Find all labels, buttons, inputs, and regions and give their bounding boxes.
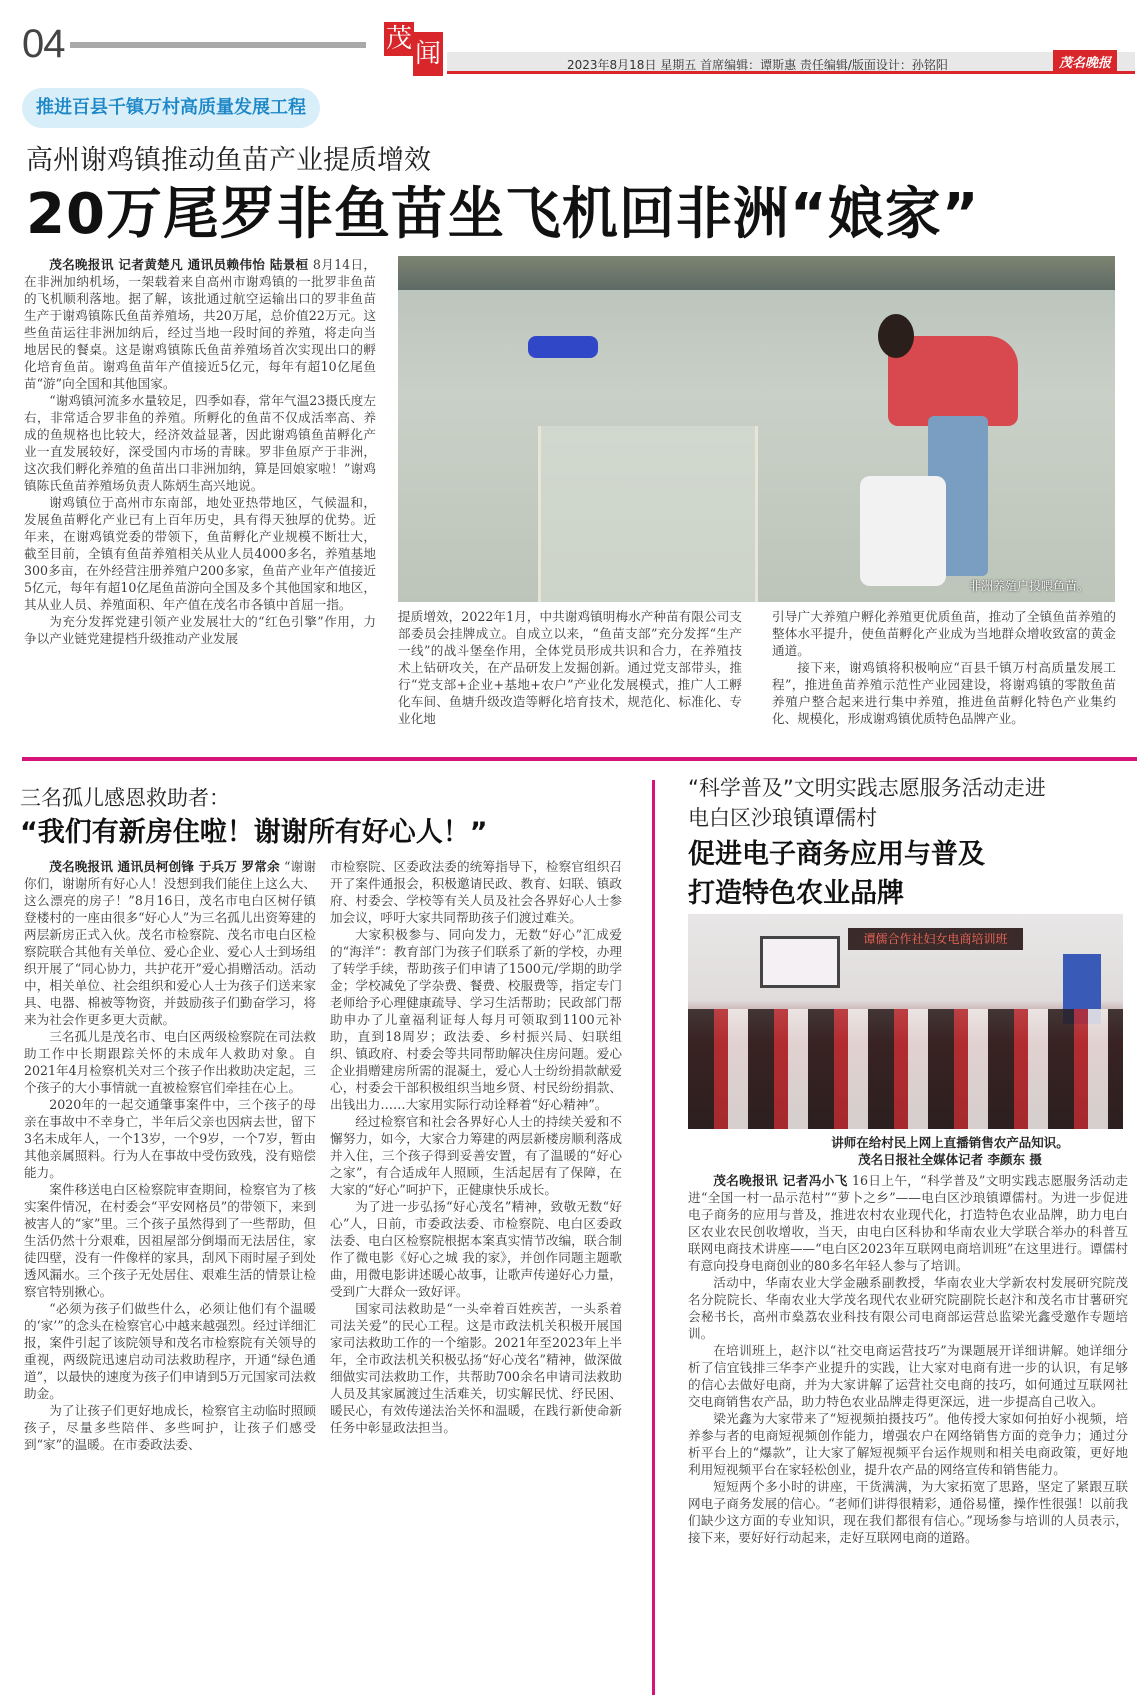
story2-col1 [24, 858, 316, 1453]
farmer-head [878, 314, 914, 358]
story3-header [688, 772, 1128, 910]
net-enclosure [538, 426, 758, 602]
page-number-rule [70, 42, 366, 48]
paragraph: 为充分发挥党建引领产业发展壮大的“红色引擎”作用，力争以产业链党建提档升级推动产业发展 [24, 614, 376, 646]
top-story-col-right [772, 608, 1116, 727]
top-story-byline: 茂名晚报讯 记者黄楚凡 通讯员赖伟怡 陆景桓 [49, 257, 309, 272]
paragraph: “谢鸡镇河流多水量较足，四季如春，常年气温23摄氏度左右，非常适合罗非鱼的养殖。所孵化的鱼苗不仅成活率高、养成的鱼规格也比较大，经济效益显著，因此谢鸡镇鱼苗孵化产业一直发展较好，深受国内市场的青睐。罗非鱼原产于非洲，这次我们孵化养殖的鱼苗出口非洲加纳，算是回娘家啦！”谢鸡镇陈氏鱼苗养殖场负责人陈炳生高兴地说。 [24, 393, 376, 493]
paragraph: 国家司法救助是“一头牵着百姓疾苦，一头系着司法关爱”的民心工程。这是市政法机关积极开展国家司法救助工作的一个缩影。2021年至2023年上半年，全市政法机关积极弘扬“好心茂名”精神，做深做细做实司法救助工作，共帮助700余名申请司法救助人员及其家属渡过生活难关，切实解民忧、纾民困、暖民心，有效传递法治关怀和温暖，在践行新使命新任务中彰显政法担当。 [330, 1301, 622, 1435]
paragraph: 市检察院、区委政法委的统筹指导下，检察官组织召开了案件通报会，积极邀请民政、教育、妇联、镇政府、村委会、学校等有关人员及社会各界好心人士参加会议，呼吁大家共同帮助孩子们渡过难关。 [330, 859, 622, 925]
pond-bank [398, 256, 1115, 290]
section-mark-1: 茂 [385, 24, 412, 54]
dateline-bar [447, 52, 1135, 74]
aerator [528, 336, 598, 358]
paragraph: 活动中，华南农业大学金融系副教授，华南农业大学新农村发展研究院茂名分院院长、华南农业大学茂名现代农业研究院副院长赵汴和茂名市甘薯研究会秘书长，高州市燊荔农业科技有限公司电商部运营总监梁光鑫受邀作专题培训。 [688, 1275, 1128, 1341]
paragraph: 梁光鑫为大家带来了“短视频拍摄技巧”。他传授大家如何拍好小视频，培养参与者的电商短视频创作能力，增强农户在网络销售方面的竞争力；通过分析平台上的“爆款”，让大家了解短视频平台运作规则和相关电商政策，更好地利用短视频平台在家轻松创业，提升农产品的网络宣传和销售能力。 [688, 1411, 1128, 1477]
paper-logo: 茂名晚报 [1053, 50, 1117, 73]
story3-caption [760, 1134, 1140, 1168]
story3-kicker-1: “科学普及”文明实践志愿服务活动走进 [688, 776, 1046, 800]
section-mark-2: 闻 [413, 32, 443, 76]
paragraph: 三名孤儿是茂名市、电白区两级检察院在司法救助工作中长期跟踪关怀的未成年人救助对象。自2021年4月检察机关对三个孩子作出救助决定起，三个孩子的大小事情就一直被检察官们牵挂在心上。 [24, 1029, 316, 1095]
paragraph: 经过检察官和社会各界好心人士的持续关爱和不懈努力，如今，大家合力筹建的两层新楼房顺利落成并入住，三个孩子得到妥善安置，有了温暖的“好心之家”，有合适成年人照顾，生活起居有了保障，在大家的“好心”呵护下，正健康快乐成长。 [330, 1114, 622, 1197]
story3-kicker-2: 电白区沙琅镇谭儒村 [688, 806, 877, 830]
photo-caption: 非洲养殖户投喂鱼苗。 [968, 579, 1089, 593]
page-number: 04 [22, 22, 65, 66]
paragraph: 为了让孩子们更好地成长，检察官主动临时照顾孩子，尽量多些陪伴、多些呵护，让孩子们感受到“家”的温暖。在市委政法委、 [24, 1403, 316, 1452]
paragraph: 在培训班上，赵汴以“社交电商运营技巧”为课题展开详细讲解。她详细分析了信宜钱排三华李产业提升的实践，让大家对电商有进一步的认识，有足够的信心去做好电商，并为大家讲解了运营社交电商的技巧，如何通过互联网社交电商销售农产品，助力特色农业品牌走得更深远，进一步提高自己收入。 [688, 1343, 1128, 1409]
paragraph: 提质增效，2022年1月，中共谢鸡镇明梅水产种苗有限公司支部委员会挂牌成立。自成立以来，“鱼苗支部”充分发挥“生产一线”的战斗堡垒作用，全体党员形成共识和合力，在养殖技术上钻研攻关，在产品研发上发掘创新。通过党支部带头，推行“党支部+企业+基地+农户”产业化发展模式，推广人工孵化车间、鱼塘升级改造等孵化培育技术，规范化、标准化、专业化地 [398, 609, 742, 726]
story2-kicker: 三名孤儿感恩救助者： [20, 786, 230, 810]
projector-screen [760, 936, 840, 988]
paragraph: 为了进一步弘扬“好心茂名”精神，致敬无数“好心”人，日前，市委政法委、市检察院、电白区委政法委、电白区检察院根据本案真实情节改编，联合制作了微电影《好心之城 我的家》，并创作同题主题歌曲，用微电影讲述暖心故事，让歌声传递好心力量，受到广大群众一致好评。 [330, 1199, 622, 1299]
photo-banner: 谭儒合作社妇女电商培训班 [848, 928, 1023, 950]
paragraph: 2020年的一起交通肇事案件中，三个孩子的母亲在事故中不幸身亡，半年后父亲也因病去世，留下3名未成年人，一个13岁，一个9岁，一个7岁，暂由其他亲属照料。行为人在事故中受伤致残，没有赔偿能力。 [24, 1097, 316, 1180]
top-story-col-left [24, 256, 376, 647]
story2-byline: 茂名晚报讯 通讯员柯创锋 于兵万 罗常余 [49, 859, 280, 874]
paragraph: 接下来，谢鸡镇将积极响应“百县千镇万村高质量发展工程”，推进鱼苗养殖示范性产业园建设，将谢鸡镇的零散鱼苗养殖户整合起来进行集中养殖，推进鱼苗孵化特色产业集约化、规模化，形成谢鸡镇优质特色品牌产业。 [772, 660, 1116, 726]
paragraph: 16日上午，“科学普及”文明实践志愿服务活动走进“全国一村一品示范村”“萝卜之乡”——电白区沙琅镇谭儒村。为进一步促进电子商务的应用与普及，推进农村农业现代化，打造特色农业品牌，助力电白区农业农民创收增收，当天，由电白区科协和华南农业大学联合举办的科普互联网电商技术讲座——“电白区2023年互联网电商培训班”在这里进行。谭儒村有意向投身电商创业的80多名年轻人参与了培训。 [688, 1173, 1128, 1273]
paragraph: “谢谢你们，谢谢所有好心人！没想到我们能住上这么大、这么漂亮的房子！”8月16日，茂名市电白区树仔镇登楼村的一座由很多“好心人”为三名孤儿出资筹建的两层新房正式入伙。茂名市检察院、茂名市电白区检察院联合其他有关单位、爱心企业、爱心人士到场组织开展了“同心协力，共护花开”爱心捐赠活动。活动中，相关单位、社会组织和爱心人士为孩子们送来家具、电器、棉被等物资，并鼓励孩子们勤奋学习，将来为社会作更多更大贡献。 [24, 859, 316, 1027]
column-divider [652, 780, 655, 1695]
paragraph: 引导广大养殖户孵化养殖更优质鱼苗，推动了全镇鱼苗养殖的整体水平提升，使鱼苗孵化产业成为当地群众增收致富的黄金通道。 [772, 609, 1116, 658]
paragraph: 案件移送电白区检察院审查期间，检察官为了核实案件情况，在村委会“平安网格员”的带领下，来到被害人的“家”里。三个孩子虽然得到了一些帮助，但生活仍然十分艰难，因祖屋部分倒塌而无法居住，家徒四壁，没有一件像样的家具，刮风下雨时屋子到处透风漏水。三个孩子无处居住、艰难生活的情景让检察官特别揪心。 [24, 1182, 316, 1299]
top-story-kicker: 高州谢鸡镇推动鱼苗产业提质增效 [26, 145, 431, 176]
photo-credit: 茂名日报社全媒体记者 李颜东 摄 [858, 1152, 1042, 1167]
paragraph: 谢鸡镇位于高州市东南部，地处亚热带地区，气候温和，发展鱼苗孵化产业已有上百年历史，具有得天独厚的优势。近年来，在谢鸡镇党委的带领下，鱼苗孵化产业规模不断壮大，截至目前，全镇有鱼苗养殖相关从业人员4000多名，养殖基地300多亩，在外经营注册养殖户200多家，鱼苗产业年产值接近5亿元，每年有超10亿尾鱼苗游向全国及多个其他国家和地区，其从业人员、养殖面积、年产值在茂名市各镇中首屈一指。 [24, 495, 376, 612]
training-class-photo [688, 914, 1123, 1129]
story3-body [688, 1172, 1128, 1546]
section-divider [22, 757, 1137, 761]
paragraph: “必须为孩子们做些什么，必须让他们有个温暖的‘家’”的念头在检察官心中越来越强烈。经过详细汇报，案件引起了该院领导和茂名市检察院有关领导的重视，两级院迅速启动司法救助程序，开通“绿色通道”，以最快的速度为孩子们申请到5万元国家司法救助金。 [24, 1301, 316, 1401]
paragraph: 短短两个多小时的讲座，干货满满，为大家拓宽了思路，坚定了紧跟互联网电子商务发展的信心。“老师们讲得很精彩，通俗易懂，操作性很强！以前我们缺少这方面的专业知识，现在我们都很有信心。”现场参与培训的人员表示，接下来，要好好行动起来，走好互联网电商的道路。 [688, 1479, 1128, 1545]
feed-bag [860, 476, 946, 586]
top-story-col-mid [398, 608, 742, 727]
story2-col2 [330, 858, 622, 1436]
paragraph: 8月14日，在非洲加纳机场，一架载着来自高州市谢鸡镇的一批罗非鱼苗的飞机顺利落地。据了解，该批通过航空运输出口的罗非鱼苗生产于谢鸡镇陈氏鱼苗养殖场，共20万尾，总价值22万元。这些鱼苗运往非洲加纳后，经过当地一段时间的养殖，将走向当地居民的餐桌。这是谢鸡镇陈氏鱼苗养殖场首次实现出口的孵化培育鱼苗。谢鸡鱼苗年产值接近5亿元，每年有超10亿尾鱼苗“游”向全国和其他国家。 [24, 257, 376, 391]
top-story-headline: 20万尾罗非鱼苗坐飞机回非洲“娘家” [26, 182, 980, 247]
fish-farmer-photo [398, 256, 1115, 602]
audience [688, 1009, 1123, 1129]
story2-headline: “我们有新房住啦！谢谢所有好心人！” [20, 817, 488, 848]
story3-headline-2: 打造特色农业品牌 [688, 878, 904, 909]
photo-caption: 讲师在给村民上网上直播销售农产品知识。 [831, 1135, 1069, 1150]
dateline-text: 2023年8月18日 星期五 首席编辑：谭斯惠 责任编辑/版面设计：孙铭阳 [567, 58, 948, 72]
story3-byline: 茂名晚报讯 记者冯小飞 [713, 1173, 848, 1188]
topic-tag: 推进百县千镇万村高质量发展工程 [22, 88, 320, 128]
story3-headline-1: 促进电子商务应用与普及 [688, 839, 985, 870]
paragraph: 大家积极参与、同向发力，无数“好心”汇成爱的“海洋”：教育部门为孩子们联系了新的学校，办理了转学手续，帮助孩子们申请了1500元/学期的助学金；学校减免了学杂费、餐费、校服费等，指定专门老师给予心理健康疏导、学习生活帮助；民政部门帮助申办了儿童福利证每人每月可领取到1100元补助，直到18周岁；政法委、乡村振兴局、妇联组织、镇政府、村委会等共同帮助解决住房问题。爱心企业捐赠建房所需的混凝土，爱心人士纷纷捐款献爱心，村委会干部积极组织当地乡贤、村民纷纷捐款、出钱出力……大家用实际行动诠释着“好心精神”。 [330, 927, 622, 1112]
